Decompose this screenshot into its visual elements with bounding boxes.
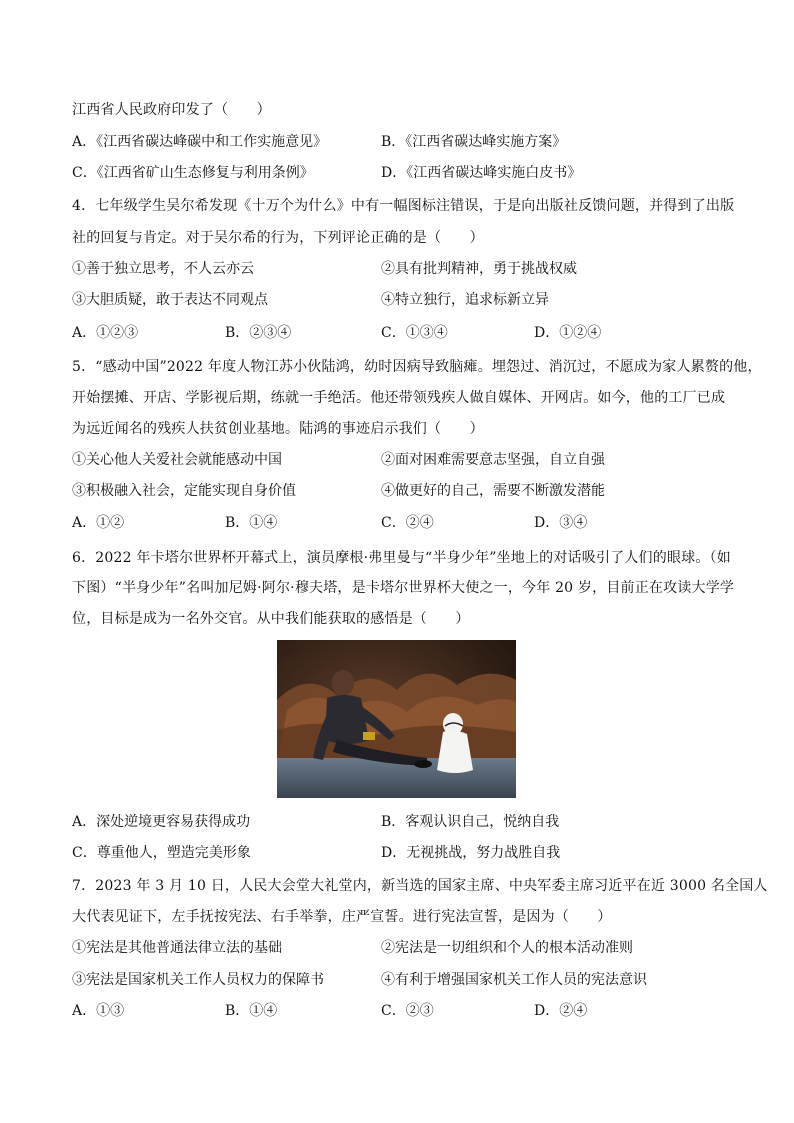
q5-statement-2: ②面对困难需要意志坚强，自立自强 [381,452,605,468]
q4-statement-1: ①善于独立思考，不人云亦云 [72,261,254,277]
q3-option-c: C．《江西省矿山生态修复与利用条例》 [72,165,314,181]
q4-statement-3: ③大胆质疑，敢于表达不同观点 [72,292,268,308]
opening-ceremony-photo [277,640,516,798]
q5-stem-line-3: 为远近闻名的残疾人扶贫创业基地。陆鸿的事迹启示我们（ ） [72,421,484,437]
q4-statement-2: ②具有批判精神，勇于挑战权威 [381,261,577,277]
q5-option-d: D．③④ [534,515,588,531]
q4-stem-line-2: 社的回复与肯定。对于吴尔希的行为，下列评论正确的是（ ） [72,230,484,246]
q7-stem-line-2: 大代表见证下，左手抚按宪法、右手举拳，庄严宣誓。进行宪法宣誓，是因为（ ） [72,909,612,925]
q6-option-c: C．尊重他人，塑造完美形象 [72,845,251,861]
q7-statement-4: ④有利于增强国家机关工作人员的宪法意识 [381,972,647,988]
q6-stem-line-2: 下图）“半身少年”名叫加尼姆·阿尔·穆夫塔，是卡塔尔世界杯大使之一，今年 20 岁，目前正在攻读大学学 [72,580,735,596]
q7-option-c: C．②③ [381,1003,434,1019]
q7-statement-2: ②宪法是一切组织和个人的根本活动准则 [381,940,633,956]
q5-stem-line-2: 开始摆摊、开店、学影视后期，练就一手绝活。他还带领残疾人做自媒体、开网店。如今，他的工厂已成 [72,390,726,406]
q5-statement-1: ①关心他人关爱社会就能感动中国 [72,452,282,468]
q7-stem-line-1: 7．2023 年 3 月 10 日，人民大会堂大礼堂内，新当选的国家主席、中央军委主席习近平在近 3000 名全国人 [72,878,768,894]
q6-option-a: A．深处逆境更容易获得成功 [72,814,251,830]
q5-statement-4: ④做更好的自己，需要不断激发潜能 [381,483,605,499]
q5-option-b: B．①④ [225,515,278,531]
q7-option-b: B．①④ [225,1003,278,1019]
q7-statement-1: ①宪法是其他普通法律立法的基础 [72,940,282,956]
q7-option-d: D．②④ [534,1003,588,1019]
q6-stem-line-3: 位，目标是成为一名外交官。从中我们能获取的感悟是（ ） [72,611,470,627]
q5-option-c: C．②④ [381,515,434,531]
q7-statement-3: ③宪法是国家机关工作人员权力的保障书 [72,972,324,988]
q5-statement-3: ③积极融入社会，定能实现自身价值 [72,483,296,499]
q7-option-a: A．①③ [72,1003,125,1019]
q3-option-d: D．《江西省碳达峰实施白皮书》 [381,165,582,181]
q3-stem: 江西省人民政府印发了（ ） [72,102,271,118]
q4-stem-line-1: 4．七年级学生吴尔希发现《十万个为什么》中有一幅图标注错误，于是向出版社反馈问题，并得到了出版 [72,198,735,214]
q6-stem-line-1: 6．2022 年卡塔尔世界杯开幕式上，演员摩根·弗里曼与“半身少年”坐地上的对话吸引了人们的眼球。（如 [72,550,731,566]
q4-option-c: C．①③④ [381,325,448,341]
q5-option-a: A．①② [72,515,125,531]
q3-option-a: A．《江西省碳达峰碳中和工作实施意见》 [72,134,328,150]
q4-option-d: D．①②④ [534,325,602,341]
q4-option-a: A．①②③ [72,325,139,341]
q5-stem-line-1: 5．“感动中国”2022 年度人物江苏小伙陆鸿，幼时因病导致脑瘫。埋怨过、消沉过，不愿成为家人累赘的他， [72,359,762,375]
q6-option-d: D．无视挑战，努力战胜自我 [381,845,561,861]
q4-statement-4: ④特立独行，追求标新立异 [381,292,549,308]
q3-option-b: B．《江西省碳达峰实施方案》 [381,134,567,150]
q4-option-b: B．②③④ [225,325,292,341]
q6-option-b: B．客观认识自己，悦纳自我 [381,814,560,830]
